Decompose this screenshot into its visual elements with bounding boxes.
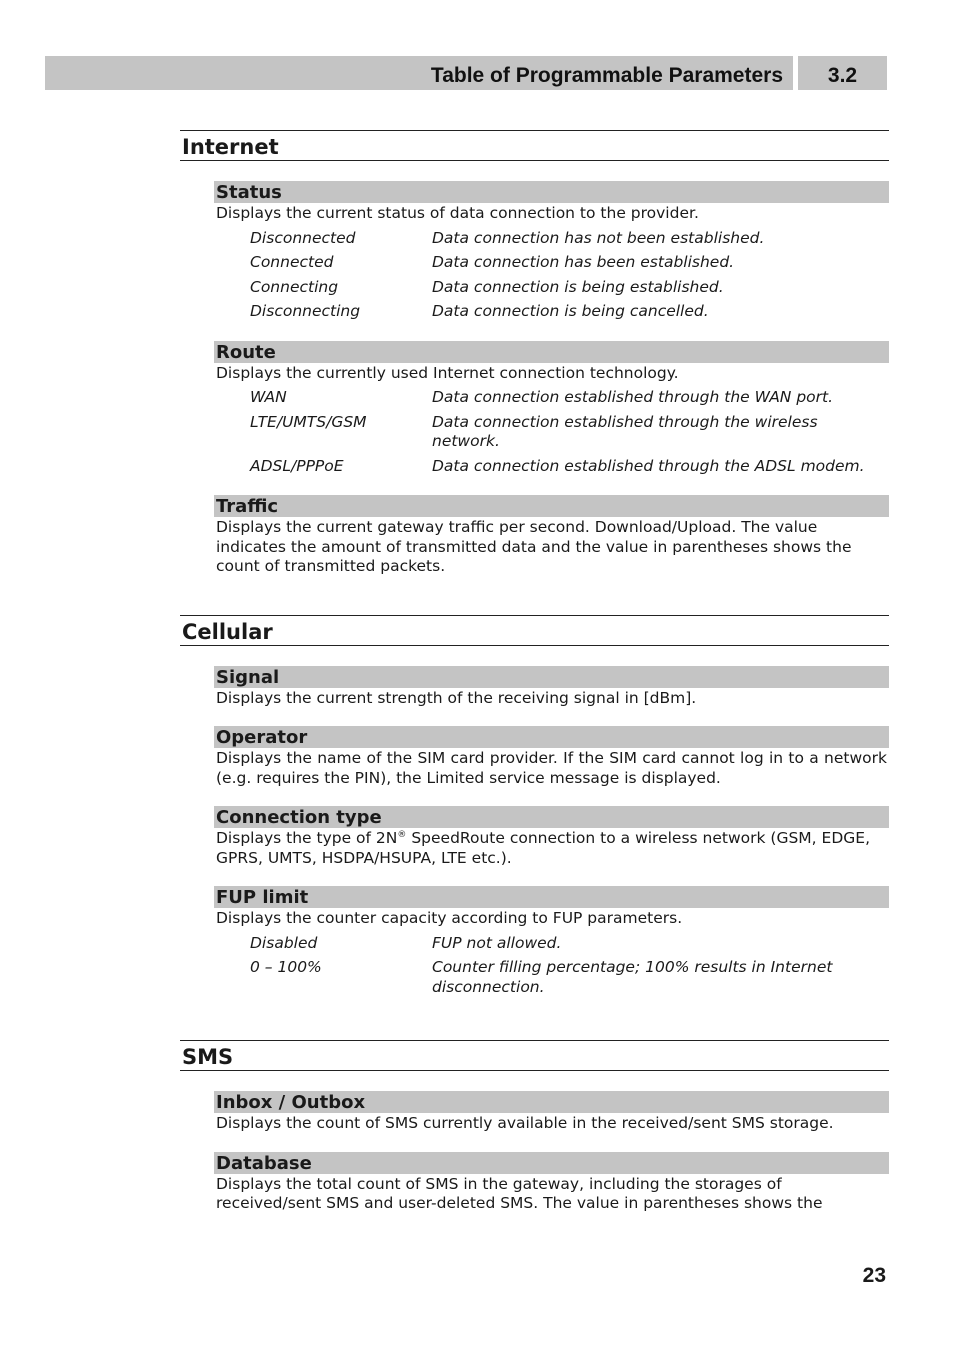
param-description: Displays the counter capacity according to FUP parameters. bbox=[216, 909, 683, 927]
registered-mark: ® bbox=[397, 830, 407, 840]
value-text: Data connection is being cancelled. bbox=[432, 302, 709, 320]
value-key: Connecting bbox=[250, 277, 339, 296]
value-row bbox=[214, 388, 889, 408]
desc-text: SpeedRoute connection to a wireless network (GSM, EDGE, GPRS, UMTS, HSDPA/HSUPA, LTE etc.). bbox=[216, 829, 870, 867]
value-key: 0 – 100% bbox=[250, 958, 322, 976]
param-title: Status bbox=[214, 181, 889, 203]
param-description: Displays the count of SMS currently available in the received/sent SMS storage. bbox=[216, 1114, 834, 1132]
value-key: LTE/UMTS/GSM bbox=[250, 412, 367, 431]
param-description: Displays the total count of SMS in the gateway, including the storages of received/sent SMS and user-deleted SMS. The value in parentheses shows the bbox=[216, 1174, 823, 1212]
param-description: Displays the current status of data connection to the provider. bbox=[216, 204, 699, 222]
value-text: Data connection established through the wireless network. bbox=[432, 412, 818, 450]
value-table bbox=[214, 388, 889, 476]
header-chapter-number: 3.2 bbox=[827, 64, 858, 87]
value-row bbox=[214, 958, 889, 997]
param-description: Displays the current strength of the receiving signal in [dBm]. bbox=[216, 688, 697, 707]
param-title: Connection type bbox=[214, 806, 889, 828]
value-key: Disconnecting bbox=[250, 302, 361, 320]
param-description: Displays the current gateway traffic per second. Download/Upload. The value indicates the amount of transmitted data and the value in parentheses shows the count of transmitted packets. bbox=[216, 518, 852, 575]
param-database bbox=[214, 1152, 889, 1214]
param-connection-type bbox=[214, 806, 889, 868]
param-description: Displays the currently used Internet connection technology. bbox=[216, 363, 679, 382]
value-key: WAN bbox=[250, 388, 287, 406]
value-text: Counter filling percentage; 100% results in Internet disconnection. bbox=[432, 958, 833, 996]
value-key: Connected bbox=[250, 253, 334, 271]
param-description bbox=[214, 829, 889, 868]
param-inbox-outbox bbox=[214, 1091, 889, 1134]
value-table bbox=[214, 934, 889, 998]
param-title: Traffic bbox=[214, 495, 889, 517]
value-key: Disconnected bbox=[250, 228, 356, 247]
desc-text: Displays the type of 2N bbox=[216, 829, 398, 847]
page-content bbox=[180, 130, 889, 1214]
section-title-sms: SMS bbox=[180, 1040, 889, 1071]
page-number: 23 bbox=[862, 1264, 886, 1287]
param-title: FUP limit bbox=[214, 886, 889, 908]
value-key: ADSL/PPPoE bbox=[250, 456, 344, 475]
value-text: FUP not allowed. bbox=[432, 933, 562, 952]
value-key: Disabled bbox=[250, 933, 318, 952]
param-description: Displays the name of the SIM card provider. If the SIM card cannot log in to a network (e.g. requires the PIN), the Limited service message is displayed. bbox=[216, 749, 887, 787]
param-fup-limit bbox=[214, 886, 889, 997]
param-title: Database bbox=[214, 1152, 889, 1174]
value-row bbox=[214, 229, 889, 249]
value-text: Data connection has been established. bbox=[432, 253, 735, 271]
value-row bbox=[214, 302, 889, 322]
value-row bbox=[214, 253, 889, 273]
value-row bbox=[214, 278, 889, 298]
param-route bbox=[214, 341, 889, 477]
header-title: Table of Programmable Parameters bbox=[430, 64, 783, 87]
value-text: Data connection is being established. bbox=[432, 277, 724, 296]
value-row bbox=[214, 457, 889, 477]
param-status bbox=[214, 181, 889, 322]
param-title: Operator bbox=[214, 726, 889, 748]
value-text: Data connection established through the ADSL modem. bbox=[432, 456, 865, 475]
value-table bbox=[214, 229, 889, 322]
section-title-internet: Internet bbox=[180, 130, 889, 161]
value-text: Data connection established through the WAN port. bbox=[432, 388, 834, 406]
section-title-cellular: Cellular bbox=[180, 615, 889, 646]
param-signal bbox=[214, 666, 889, 709]
param-title: Inbox / Outbox bbox=[214, 1091, 889, 1113]
page-header bbox=[45, 56, 887, 90]
param-title: Signal bbox=[214, 666, 889, 688]
value-row bbox=[214, 934, 889, 954]
value-row bbox=[214, 413, 889, 452]
param-traffic bbox=[214, 495, 889, 577]
value-text: Data connection has not been established. bbox=[432, 228, 765, 247]
param-operator bbox=[214, 726, 889, 788]
param-title: Route bbox=[214, 341, 889, 363]
